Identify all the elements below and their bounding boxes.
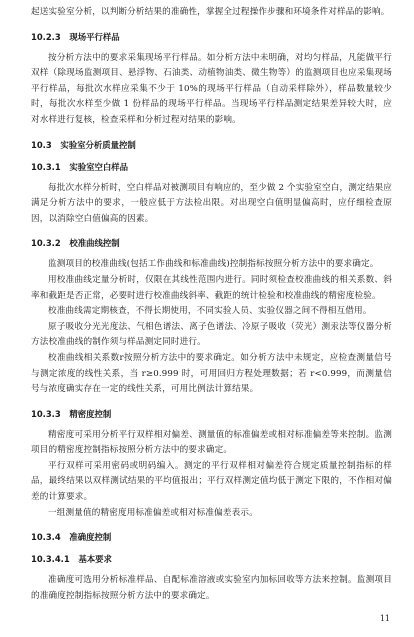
paragraph-10-3-2-d: 原子吸收分光光度法、气相色谱法、离子色谱法、冷原子吸收（荧光）测汞法等仪器分析方法校准曲线的制作须与样品测定同时进行。: [31, 321, 392, 348]
paragraph-10-3-3-a: 精密度可采用分析平行双样相对偏差、测量值的标准偏差或相对标准偏差等来控制。监测项目的精密度控制指标按照分析方法中的要求确定。: [31, 429, 392, 456]
heading-10-3: 10.3 实验室分析质量控制: [31, 139, 136, 150]
heading-10-3-1: 10.3.1 实验室空白样品: [31, 161, 129, 172]
intro-paragraph: 起送实验室分析，以判断分析结果的准确性，掌握全过程操作步骤和环境条件对样品的影响。: [31, 7, 390, 17]
paragraph-10-3-3-b: 平行双样可采用密码或明码编入。测定的平行双样相对偏差符合规定质量控制指标的样品，最终结果以双样测试结果的平均值报出；平行双样测定值均低于测定下限的，不作相对偏差的计算要求。: [31, 460, 392, 503]
heading-10-3-3: 10.3.3 精密度控制: [31, 408, 112, 419]
paragraph-10-3-2-c: 校准曲线需定期核查，不得长期使用，不同实验人员、实验仪器之间不得相互借用。: [48, 306, 372, 317]
paragraph-10-3-4-1: 准确度可选用分析标准样品、自配标准溶液或实验室内加标回收等方法来控制。监测项目的准确度控制指标按照分析方法中的要求确定。: [31, 575, 392, 601]
paragraph-10-3-2-e: 校准曲线相关系数r按照分析方法中的要求确定。如分析方法中未规定，应检查测量信号与测定浓度的线性关系，当 r≥0.999 时，可用回归方程处理数据；若 r<0.999，而测量信号与浓度确实存在一定的线性关系，可用比例法计算结果。: [31, 352, 392, 395]
paragraph-10-3-1: 每批次水样分析时，空白样品对被测项目有响应的，至少做 2 个实验室空白，测定结果应满足分析方法中的要求，一般应低于方法检出限。对出现空白值明显偏高时，应仔细检查原因，以消除空白值偏高的因素。: [31, 182, 392, 224]
paragraph-10-3-3-c: 一组测量值的精密度用标准偏差或相对标准偏差表示。: [48, 507, 258, 518]
heading-10-2-3: 10.2.3 现场平行样品: [31, 31, 120, 42]
paragraph-10-3-2-b: 用校准曲线定量分析时，仅限在其线性范围内进行。同时须检查校准曲线的相关系数、斜率和截距是否正常，必要时进行校准曲线斜率、截距的统计检验和校准曲线的精密度检验。: [31, 274, 392, 301]
heading-10-3-4-1: 10.3.4.1 基本要求: [31, 554, 112, 565]
paragraph-10-3-2-a: 监测项目的校准曲线(包括工作曲线和标准曲线)控制指标按照分析方法中的要求确定。: [48, 259, 379, 270]
heading-10-3-2: 10.3.2 校准曲线控制: [31, 238, 120, 249]
paragraph-10-2-3: 按分析方法中的要求采集现场平行样品。如分析方法中未明确，对均匀样品，凡能做平行双样（除现场监测项目、悬浮物、石油类、动植物油类、微生物等）的监测项目也应采集现场平行样品，每批次水样应采集不少于 10%的现场平行样品（自动采样除外），样品数量较少时，每批次水样至少做 1 份样品的现场平行样品。当现场平行样品测定结果差异较大时，应对水样进行复核，检查采样和分析过程对结果的影响。: [31, 52, 392, 125]
page-number: 11: [379, 614, 390, 623]
heading-10-3-4: 10.3.4 准确度控制: [31, 532, 112, 543]
